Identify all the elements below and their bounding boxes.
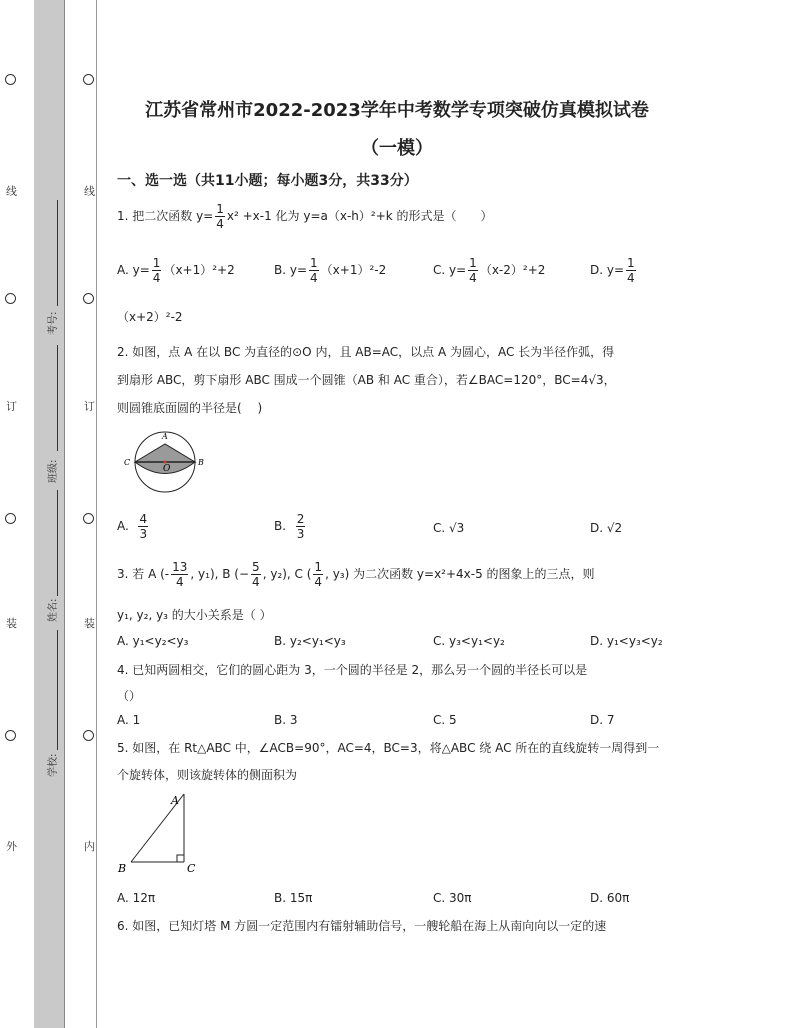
q4-option-a[interactable]: A. 1: [117, 713, 141, 727]
q2-fig-label-b: B: [198, 458, 204, 467]
q1-post: x² +x-1 化为 y=a（x-h）²+k 的形式是（ ）: [226, 209, 493, 223]
binding-hole: [83, 74, 94, 85]
q2-figure-circle-sector: [120, 427, 205, 497]
binding-char-xian-inner: 线: [84, 185, 95, 198]
binding-hole: [5, 74, 16, 85]
binding-hole: [83, 513, 94, 524]
binding-hole: [5, 513, 16, 524]
q1-fraction: $\frac{1}{4}$: [216, 202, 224, 231]
q4-option-c[interactable]: C. 5: [433, 713, 457, 727]
q5-option-b[interactable]: B. 15π: [274, 891, 313, 905]
binding-char-ding-outer: 订: [6, 400, 17, 413]
binding-inner-line: [96, 0, 97, 1028]
binding-gray-strip: [34, 0, 65, 1028]
binding-char-zhuang-outer: 装: [6, 617, 17, 630]
binding-hole: [83, 730, 94, 741]
q1-option-d-continued: （x+2）²-2: [117, 310, 183, 324]
paper-subtitle: （一模）: [361, 138, 433, 159]
q2-fig-label-a: A: [162, 432, 168, 441]
q5-option-d[interactable]: D. 60π: [590, 891, 630, 905]
q1-option-a[interactable]: A. y= $\frac{1}{4}$ （x+1）²+2: [117, 256, 235, 285]
binding-hole: [83, 293, 94, 304]
field-line-class[interactable]: [57, 345, 58, 451]
q6-line-1: 6. 如图，已知灯塔 M 方圆一定范围内有镭射辅助信号，一艘轮船在海上从南向向以一定的速: [117, 919, 607, 933]
binding-char-nei-inner: 内: [84, 840, 95, 853]
q4-line-2: （）: [117, 689, 142, 703]
field-label-exam-no: 考号:: [48, 311, 59, 335]
field-line-school[interactable]: [57, 630, 58, 750]
q2-line-2: 到扇形 ABC，剪下扇形 ABC 围成一个圆锥（AB 和 AC 重合），若∠BAC=120°，BC=4√3，: [117, 373, 616, 387]
q5-figure-right-triangle: [115, 790, 205, 880]
q3-line-1: 3. 若 A (- $\frac{13}{4}$ , y₁), B (− $\frac{5}{4}$ , y₂), C ( $\frac{1}{4}$ , y₃) 为二次函数 y=x²+4x-5 的图象上的三点，则: [117, 560, 595, 589]
q1-option-b[interactable]: B. y= $\frac{1}{4}$ （x+1）²-2: [274, 256, 387, 285]
q4-option-b[interactable]: B. 3: [274, 713, 298, 727]
q1-option-c[interactable]: C. y= $\frac{1}{4}$ （x-2）²+2: [433, 256, 546, 285]
binding-hole: [5, 730, 16, 741]
q5-option-a[interactable]: A. 12π: [117, 891, 156, 905]
q5-fig-label-c: C: [187, 862, 196, 875]
q2-option-b[interactable]: B. $\frac{2}{3}$: [274, 512, 305, 541]
q5-line-2: 个旋转体，则该旋转体的侧面积为: [117, 768, 298, 782]
section-heading: 一、选一选（共11小题；每小题3分，共33分）: [117, 173, 418, 189]
binding-margin-outer: [0, 0, 35, 1028]
question-1: [117, 202, 493, 231]
q2-line-3: 则圆锥底面圆的半径是( ): [117, 401, 263, 415]
q5-line-1: 5. 如图，在 Rt△ABC 中，∠ACB=90°，AC=4，BC=3，将△ABC 绕 AC 所在的直线旋转一周得到一: [117, 741, 660, 755]
q2-line-1: 2. 如图，点 A 在以 BC 为直径的⊙O 内，且 AB=AC，以点 A 为圆心，AC 长为半径作弧，得: [117, 345, 615, 359]
q2-fig-label-c: C: [124, 458, 131, 467]
q2-option-d[interactable]: D. √2: [590, 521, 623, 535]
binding-hole: [5, 293, 16, 304]
q1-option-d[interactable]: D. y= $\frac{1}{4}$: [590, 256, 635, 285]
q3-option-c[interactable]: C. y₃<y₁<y₂: [433, 634, 505, 648]
q5-option-c[interactable]: C. 30π: [433, 891, 472, 905]
field-label-school: 学校:: [48, 753, 59, 777]
field-label-class: 班级:: [48, 459, 59, 483]
q2-fig-label-o: O: [163, 464, 171, 474]
q4-option-d[interactable]: D. 7: [590, 713, 615, 727]
paper-title: 江苏省常州市2022-2023学年中考数学专项突破仿真模拟试卷: [145, 100, 649, 121]
field-label-name: 姓名:: [48, 598, 59, 622]
q3-line-2: y₁, y₂, y₃ 的大小关系是（ ）: [117, 608, 272, 622]
q5-fig-label-a: A: [171, 794, 179, 807]
q3-option-a[interactable]: A. y₁<y₂<y₃: [117, 634, 189, 648]
field-line-exam-no[interactable]: [57, 200, 58, 306]
binding-char-ding-inner: 订: [84, 400, 95, 413]
q5-fig-label-b: B: [118, 862, 127, 875]
q3-option-d[interactable]: D. y₁<y₃<y₂: [590, 634, 663, 648]
q1-pre: 1. 把二次函数 y=: [117, 209, 214, 223]
binding-char-zhuang-inner: 装: [84, 617, 95, 630]
binding-char-wai-outer: 外: [6, 840, 17, 853]
q2-option-a[interactable]: A. $\frac{4}{3}$: [117, 512, 148, 541]
binding-char-xian-outer: 线: [6, 185, 17, 198]
q3-option-b[interactable]: B. y₂<y₁<y₃: [274, 634, 346, 648]
q2-option-c[interactable]: C. √3: [433, 521, 465, 535]
q4-line-1: 4. 已知两圆相交，它们的圆心距为 3，一个圆的半径是 2，那么另一个圆的半径长可以是: [117, 663, 588, 677]
field-line-name[interactable]: [57, 490, 58, 596]
